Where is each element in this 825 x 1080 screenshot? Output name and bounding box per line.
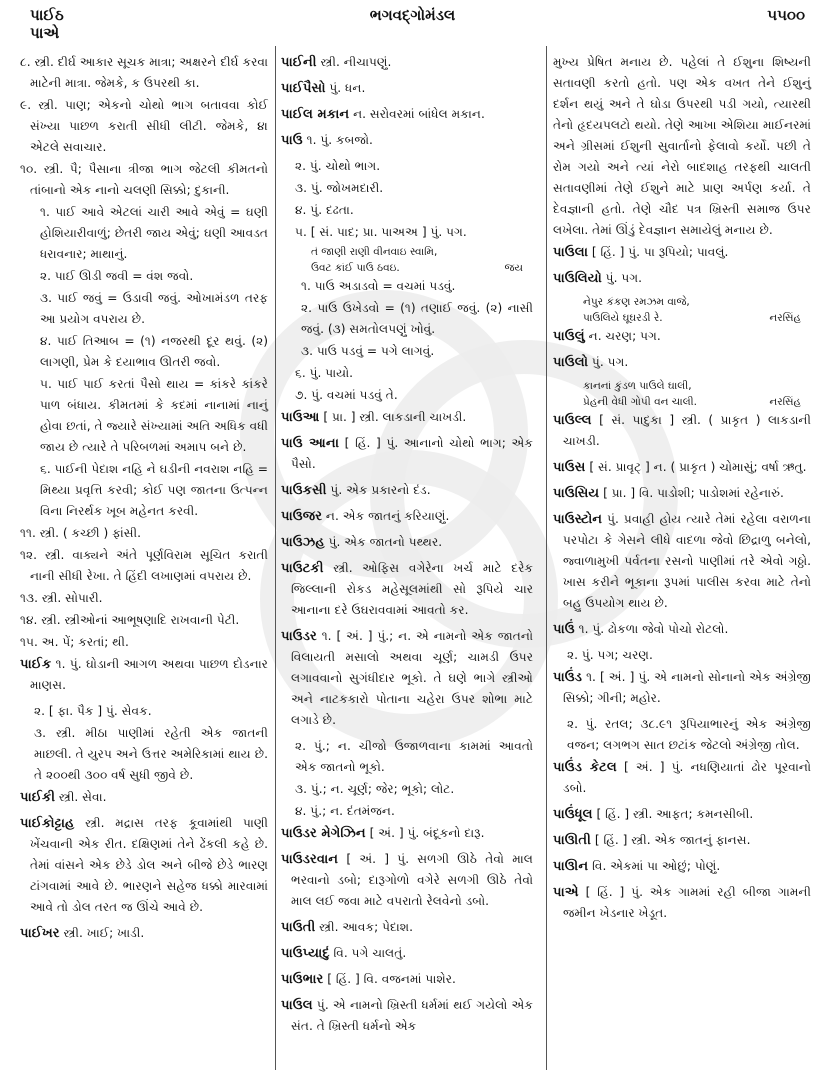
idiom-entry: ૧. પાઈ આવે એટલાં ચારી આવે એવું = ઘણી હોશિયારીવાળું; છેતરી જાય એવું; ઘણી આવડત ધરાવનાર; માથાનું. <box>40 205 268 261</box>
dictionary-entry <box>281 969 533 990</box>
dictionary-entry <box>553 882 811 924</box>
entry-headword: પાઉલ <box>281 998 313 1013</box>
entry-definition: [ સં. પાદુકા ] સ્ત્રી. ( પ્રાકૃત ) લાકડાની ચાખડી. <box>563 413 811 448</box>
idiom-entry: ૫. પાઈ પાઈ કરતાં પૈસો થાય = કાંકરે કાંકરે પાળ બંધાય. કીમતમાં કે કદમાં નાનામાં નાનું હોવા છતાં, તે જ્યારે સંખ્યામાં અતિ અધિક વધી જાય છે ત્યારે તે પરિબળમાં અમાપ બને છે. <box>40 377 268 454</box>
entry-headword: પાઈકી <box>20 790 56 805</box>
quotation-source: નરસિંહ <box>769 396 801 408</box>
entry-headword: પાઉસ <box>553 460 586 475</box>
sense-entry: ૩. સ્ત્રી. મીઠા પાણીમાં રહેતી એક જાતની માછલી. તે યુરપ અને ઉત્તર અમેરિકામાં થાય છે. તે ૨૦૦થી ૩૦૦ વર્ષ સુધી જીવે છે. <box>34 726 268 782</box>
column-middle <box>281 52 533 1042</box>
dictionary-entry <box>553 410 811 452</box>
dictionary-entry <box>20 813 268 918</box>
dictionary-entry <box>281 532 533 553</box>
entry-definition: સ્ત્રી. મદ્રાસ તરફ કૂવામાંથી પાણી ખેંચવાની એક રીત. દક્ષિણમાં તેને ઢેંકલી કહે છે. તેમાં વાંસને એક છેડે ડોલ અને બીજે છેડે ભારણ ટાંગવામાં આવે છે. ભારણને સહેજ ધક્કો મારવામાં આવે તો ડોલ તરત જ ઊંચે આવે છે. <box>30 816 268 914</box>
entry-headword: પાઉઝહ <box>281 535 325 550</box>
entry-definition: વિ. એકમાં પા ઓછું; પોણું. <box>588 859 721 873</box>
entry-definition: પું. ધન. <box>325 81 366 95</box>
entry-headword: પાઉકસી <box>281 483 327 498</box>
entry-definition: ન. એક જાતનું કરિયાણું. <box>322 509 450 523</box>
page-header <box>0 0 825 48</box>
sense-entry: ૧૧. સ્ત્રી. ( કચ્છી ) ફાંસી. <box>20 526 142 540</box>
sense-entry: ૨. પું. પગ; ચરણ. <box>567 648 653 662</box>
dictionary-entry <box>553 830 811 851</box>
sense-entry: ૪. પું.; ન. દંતમંજન. <box>295 804 395 818</box>
entry-headword: પાઉ આના <box>281 436 339 451</box>
entry-headword: પાઉઆ <box>281 410 320 425</box>
dictionary-entry <box>553 326 811 347</box>
dictionary-entry <box>553 457 811 478</box>
entry-definition: [ અં. ] પું. સળગી ઊઠે તેવો માલ ભરવાનો ડબો; દારૂગોળો વગેરે સળગી ઊઠે તેવો માલ લઈ જવા માટે વપરાતો રેલવેનો ડબો. <box>291 852 533 908</box>
dictionary-entry <box>281 823 533 844</box>
sense-entry: ૨. [ ફા. પૈક ] પું. સેવક. <box>34 704 152 718</box>
guide-word-first: પાઈઠ <box>30 6 64 24</box>
entry-headword: પાઈકોટ્ટાહ <box>20 816 75 831</box>
dictionary-entry <box>281 130 533 151</box>
entry-headword: પાઊતી <box>553 833 591 848</box>
dictionary-entry <box>281 52 533 73</box>
dictionary-entry <box>281 943 533 964</box>
sense-entry: ૭. પું. વચમાં પડવું તે. <box>295 388 398 402</box>
entry-definition: પું. પગ. <box>601 271 643 285</box>
entry-definition: [ હિં. ] વિ. વજનમાં પાશેર. <box>323 972 456 986</box>
entry-definition: [ હિં. ] સ્ત્રી. આફત; કમનસીબી. <box>592 807 754 821</box>
dictionary-entry <box>553 856 811 877</box>
entry-continuation: મુખ્ય પ્રેષિત મનાય છે. પહેલાં તે ઈશુના શિષ્યની સતાવણી કરતો હતો. પણ એક વખત તેને ઈશુનું દર્શન થયું અને તે ઘોડા ઉપરથી પડી ગયો, ત્યારથી તેનો હૃદયપલટો થયો. તેણે આખા એશિયા માઈનરમાં અને ગ્રીસમાં ઈશુની સુવાર્તાનો ફેલાવો કર્યો. પછી તે રોમ ગયો અને ત્યાં નેરો બાદશાહ તરફથી ચાલતી સતાવણીમાં તેણે ઈશુને માટે પ્રાણ અર્પણ કર્યા. તે દેવજ્ઞાની હતો. તેણે ચૌદ પત્ર ખ્રિસ્તી સમાજ ઉપર લખેલા. તેમાં ઊંડું દેવજ્ઞાન સમાયેલું મનાય છે. <box>553 55 811 237</box>
sense-entry: ૧૩. સ્ત્રી. સોપારી. <box>20 591 103 605</box>
column-divider <box>546 46 547 1070</box>
idiom-entry: ૬. પાઈની પેદાશ નહિ ને ઘડીની નવરાશ નહિ = મિથ્યા પ્રવૃત્તિ કરવી; કોઈ પણ જાતના ઉત્પન્ન વિના નિરર્થક ખૂબ મહેનત કરવી. <box>40 462 269 518</box>
entry-definition: [ પ્રા. ] વિ. પાડોશી; પાડોશમાં રહેનારું. <box>599 486 784 500</box>
sense-entry: ૧૪. સ્ત્રી. સ્ત્રીઓનાં આભૂષણાદિ રાખવાની પેટી. <box>20 613 240 627</box>
dictionary-entry <box>553 509 811 614</box>
quotation-line: જય ઉવટ કાંઈ પાઉ ઠવઇ. <box>311 262 523 274</box>
dictionary-entry <box>281 917 533 938</box>
quotation <box>583 378 811 410</box>
dictionary-entry <box>281 480 533 501</box>
dictionary-entry <box>281 433 533 475</box>
dictionary-entry <box>553 757 811 799</box>
sense-entry: ૯. સ્ત્રી. પાણ; એકનો ચોથો ભાગ બતાવવા કોઈ સંખ્યા પાછળ કરાતી સીધી લીટી. જેમકે, ૪। એટલે સવાચાર. <box>20 98 268 154</box>
dictionary-entry <box>553 619 811 640</box>
entry-definition: ૧. પું. કબજો. <box>302 133 373 147</box>
quotation-line: નરસિંહ પ્રેહની વેધી ગોપી વન ચાલી. <box>583 396 801 408</box>
entry-definition: સ્ત્રી. નીચાપણું. <box>316 55 392 69</box>
entry-definition: ૧. પું. ઢોકળા જેવો પોચો રોટલો. <box>574 622 729 636</box>
entry-headword: પાઈક <box>20 657 52 672</box>
entry-definition: [ સં. પ્રાવૃટ્ ] ન. ( પ્રાકૃત ) ચોમાસું; વર્ષા ઋતુ. <box>585 460 807 474</box>
entry-headword: પાઈપૈસો <box>281 81 326 96</box>
entry-definition: ન. ચરણ; પગ. <box>584 329 661 343</box>
sense-entry: ૫. [ સં. પાદ; પ્રા. પાઅઅ ] પું. પગ. <box>295 225 467 239</box>
quotation-line: તં જાણી રાણી વીનવાઇ સ્વામિ, <box>311 246 438 258</box>
entry-headword: પાઉસ્ટોન <box>553 512 603 527</box>
column-divider <box>275 46 276 1070</box>
entry-definition: વિ. પગે ચાલતું. <box>329 946 407 960</box>
entry-headword: પાઉપ્યાદું <box>281 946 330 961</box>
sense-entry: ૨. પું. રતલ; ૩૮.૯૧ રૂપિયાભારનું એક અંગ્રેજી વજન; લગભગ સાત છટાંક જેટલો અંગ્રેજી તોલ. <box>567 717 811 752</box>
quotation-line: કાનનાં કુંડળ પાઉલે ઘાલી, <box>583 380 692 392</box>
entry-definition: સ્ત્રી. સેવા. <box>55 790 107 804</box>
page-number: ૫૫૦૦ <box>767 6 805 24</box>
entry-definition: [ હિં. ] પું. આનાનો ચોથો ભાગ; એક પૈસો. <box>291 436 533 471</box>
dictionary-entry <box>20 654 268 696</box>
dictionary-entry <box>281 104 533 125</box>
sense-entry: ૧૫. અ. પેં; કરતાં; થી. <box>20 635 129 649</box>
dictionary-entry <box>553 667 811 709</box>
idiom-entry: ૧. પાઉ અડાડવો = વચમાં પડવું. <box>301 279 456 293</box>
entry-headword: પાઉડર મેગેઝિન <box>281 826 366 841</box>
entry-headword: પાઉડર <box>281 629 317 644</box>
entry-headword: પાઈલ મકાન <box>281 107 350 122</box>
entry-definition: પું. પ્રવાહી હોય ત્યારે તેમાં રહેલા વરાળના પરપોટા કે ગેસને લીધે વાદળા જેવો છિદ્રાળુ બનેલો, જ્વાળામુખી પર્વતના રસનો પાણીમાં તરે એવો ગઠ્ઠો. ખાસ કરીને ભૂકાના રૂપમાં પાલીસ કરવા માટે તેનો બહુ ઉપયોગ થાય છે. <box>563 512 811 610</box>
dictionary-entry <box>553 242 811 263</box>
dictionary-entry <box>20 787 268 808</box>
dictionary-entry <box>553 352 811 373</box>
entry-headword: પાઉટકી <box>281 561 324 576</box>
entry-definition: [ અં. ] પું. નધણિયાતાં ઢોર પૂરવાનો ડબો. <box>563 760 812 795</box>
column-left <box>20 52 268 949</box>
sense-entry: ૬. પું. પાયો. <box>295 366 354 380</box>
idiom-entry: ૨. પાઈ ઊડી જવી = વંશ જવો. <box>40 269 194 283</box>
entry-definition: ૧. [ અં. ] પું.; ન. એ નામનો એક જાતનો વિલાયતી મસાલો અથવા ચૂર્ણ; ચામડી ઉપર લગાવવાનો સુગંધીદાર ભૂકો. તે ઘણે ભાગે સ્ત્રીઓ અને નાટકકારો પોતાના ચહેરા ઉપર શોભા માટે લગાડે છે. <box>291 629 533 727</box>
column-right <box>553 52 811 929</box>
entry-headword: પાઉસિય <box>553 486 600 501</box>
entry-headword: પાઉલા <box>553 245 588 260</box>
entry-headword: પાઉજર <box>281 509 323 524</box>
entry-definition: પું. એક જાતનો પથ્થર. <box>324 535 443 549</box>
entry-definition: સ્ત્રી. ઓફિસ વગેરેના ખર્ચ માટે દરેક જિલ્લાની રોકડ મહેસૂલમાંથી સો રૂપિયે ચાર આનાના દરે ઉઘરાવવામાં આવતો કર. <box>291 561 533 617</box>
book-title: ભગવદ્ગોમંડલ <box>369 6 456 24</box>
dictionary-entry <box>553 804 811 825</box>
entry-headword: પાઉ <box>281 133 303 148</box>
dictionary-entry <box>281 626 533 731</box>
quotation <box>311 244 533 276</box>
entry-definition: [ હિં. ] સ્ત્રી. એક જાતનું ફાનસ. <box>590 833 751 847</box>
entry-definition: [ પ્રા. ] સ્ત્રી. લાકડાની ચાખડી. <box>319 410 467 424</box>
entry-definition: ન. સરોવરમાં બાંધેલ મકાન. <box>349 107 485 121</box>
dictionary-entry <box>281 506 533 527</box>
sense-entry: ૧૨. સ્ત્રી. વાક્યને અંતે પૂર્ણવિરામ સૂચિત કરાતી નાની સીધી રેખા. તે હિંદી લખાણમાં વપરાય છે. <box>20 548 268 583</box>
entry-definition: પું. પગ. <box>588 355 629 369</box>
sense-entry: ૨. પું. ચોથો ભાગ. <box>295 159 381 173</box>
entry-headword: પાઉં <box>553 622 575 637</box>
entry-definition: સ્ત્રી. આવક; પેદાશ. <box>315 920 414 934</box>
entry-definition: [ હિં. ] પું. પા રૂપિયો; પાવલું. <box>587 245 729 259</box>
entry-definition: [ હિં. ] પું. એક ગામમાં રહી બીજા ગામની જમીન ખેડનાર ખેડૂત. <box>563 885 811 920</box>
entry-definition: [ અં. ] પું. બંદૂકનો દારૂ. <box>365 826 485 840</box>
entry-definition: પું. એક પ્રકારનો દંડ. <box>326 483 431 497</box>
entry-headword: પાઉભાર <box>281 972 324 987</box>
entry-headword: પાઉલ્લ <box>553 413 592 428</box>
quotation-source: નરસિંહ <box>769 312 801 324</box>
dictionary-entry <box>553 483 811 504</box>
entry-headword: પાઉંડ કેટલ <box>553 760 617 775</box>
entry-headword: પાઉલું <box>553 329 585 344</box>
entry-definition: ૧. પું. ઘોડાની આગળ અથવા પાછળ દોડનાર માણસ. <box>30 657 268 692</box>
entry-headword: પાઉતી <box>281 920 316 935</box>
sense-entry: ૧૦. સ્ત્રી. પૈ; પૈસાના ત્રીજા ભાગ જેટલી કીમતનો તાંબાનો એક નાનો ચલણી સિક્કો; દુકાની. <box>20 162 268 197</box>
sense-entry: ૮. સ્ત્રી. દીર્ઘ આકાર સૂચક માત્રા; અક્ષરને દીર્ઘ કરવા માટેની માત્રા. જેમકે, ક ઉપરથી કા. <box>20 55 268 90</box>
entry-headword: પાઉલો <box>553 355 589 370</box>
quotation <box>583 294 811 326</box>
entry-definition: સ્ત્રી. ખાઈ; ખાડી. <box>59 926 145 940</box>
dictionary-entry <box>281 995 533 1037</box>
sense-entry: ૩. પું.; ન. ચૂર્ણ; જેર; ભૂકો; લોટ. <box>295 782 455 796</box>
entry-headword: પાઉડરવાન <box>281 852 339 867</box>
quotation-line: નેપુર કંકણ રમઝમ વાજે, <box>583 296 690 308</box>
dictionary-entry <box>20 923 268 944</box>
entry-definition: ૧. [ અં. ] પું. એ નામનો સોનાનો એક અંગ્રેજી સિક્કો; ગીની; મહોર. <box>563 670 811 705</box>
idiom-entry: ૨. પાઉ ઉખેડવો = (૧) તણાઈ જવું. (૨) નાસી જવું. (૩) સમતોલપણું ખોવું. <box>301 301 533 336</box>
idiom-entry: ૩. પાઈ જવું = ઉડાવી જવું. ઓખામંડળ તરફ આ પ્રયોગ વપરાય છે. <box>40 291 268 326</box>
sense-entry: ૩. પું. જોખમદારી. <box>295 181 384 195</box>
dictionary-entry <box>281 407 533 428</box>
dictionary-entry <box>281 849 533 912</box>
guide-word-last: પાએ <box>30 24 60 42</box>
idiom-entry: ૪. પાઈ તિઆબ = (૧) નજરથી દૂર થવું. (૨) લાગણી, પ્રેમ કે દયાભાવ ઊતરી જવો. <box>40 334 268 369</box>
dictionary-entry <box>553 268 811 289</box>
entry-headword: પાએ <box>553 885 579 900</box>
entry-headword: પાઉંડ <box>553 670 582 685</box>
sense-entry: ૨. પું.; ન. ચીજો ઉજાળવાના કામમાં આવતો એક જાતનો ભૂકો. <box>295 739 533 774</box>
entry-definition: પું. એ નામનો ખ્રિસ્તી ધર્મમાં થઈ ગયેલો એક સંત. તે ખ્રિસ્તી ધર્મનો એક <box>291 998 533 1033</box>
dictionary-entry <box>281 558 533 621</box>
idiom-entry: ૩. પાઉ પડવું = પગે લાગવું. <box>301 344 435 358</box>
entry-headword: પાઉલિયો <box>553 271 602 286</box>
entry-headword: પાઈખર <box>20 926 60 941</box>
quotation-line: નરસિંહ પાઉલિયે ઘૂઘરડી રે. <box>583 312 801 324</box>
entry-headword: પાઉંધૂલ <box>553 807 593 822</box>
quotation-source: જય <box>504 262 523 274</box>
entry-headword: પાઈની <box>281 55 317 70</box>
dictionary-entry <box>281 78 533 99</box>
entry-headword: પાઊન <box>553 859 589 874</box>
sense-entry: ૪. પું. દઢતા. <box>295 203 354 217</box>
